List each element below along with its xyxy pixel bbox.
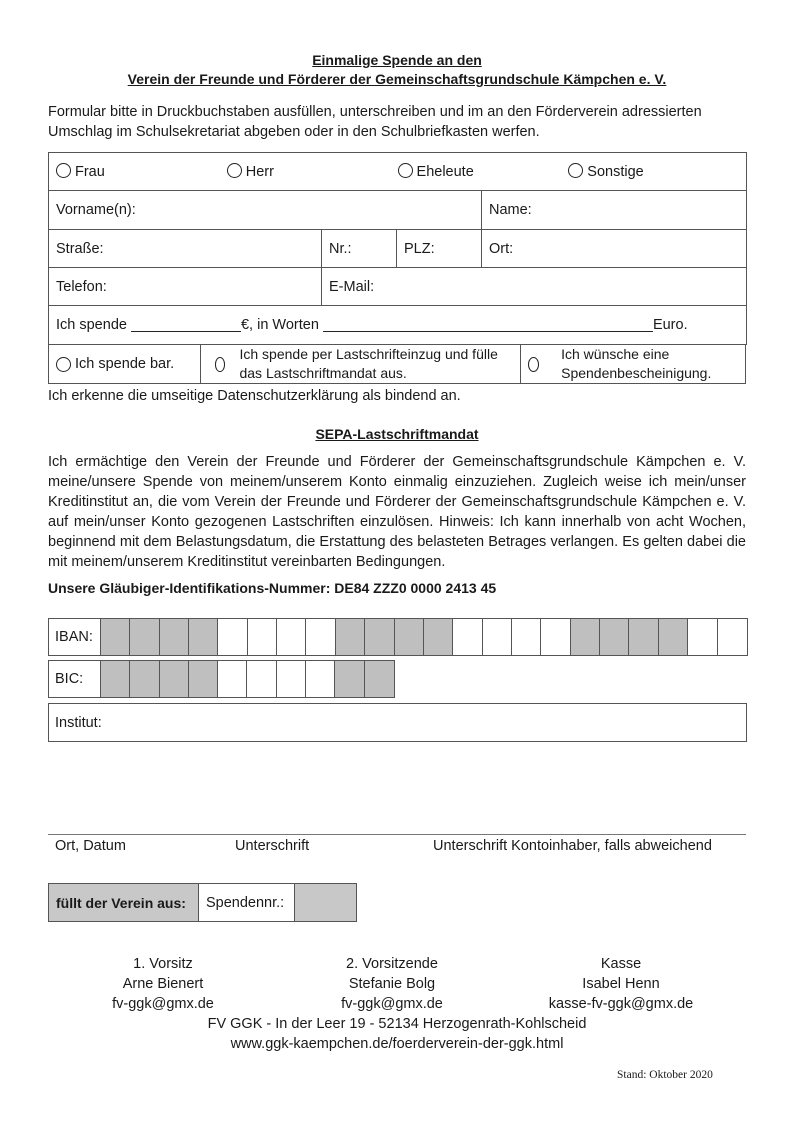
iban-label: IBAN:	[49, 619, 101, 655]
signature-line[interactable]	[48, 834, 746, 835]
salutation-herr[interactable]: Herr	[227, 163, 398, 180]
iban-cell[interactable]	[718, 619, 747, 655]
glaeubiger-id: Unsere Gläubiger-Identifikations-Nummer: DE84 ZZZ0 0000 2413 45	[48, 580, 497, 596]
title-line-2: Verein der Freunde und Förderer der Gemeinschaftsgrundschule Kämpchen e. V.	[127, 71, 667, 87]
salutation-row	[49, 153, 747, 191]
iban-cell[interactable]	[600, 619, 629, 655]
iban-cell[interactable]	[189, 619, 218, 655]
bic-cell[interactable]	[365, 661, 394, 697]
iban-cell[interactable]	[688, 619, 717, 655]
option-bescheinigung[interactable]: Ich wünsche eine Spendenbescheinigung.	[521, 345, 745, 383]
bic-cell[interactable]	[130, 661, 159, 697]
radio-icon[interactable]	[56, 357, 71, 372]
iban-cell[interactable]	[336, 619, 365, 655]
bic-cell[interactable]	[247, 661, 276, 697]
iban-cell[interactable]	[424, 619, 453, 655]
datenschutz-text: Ich erkenne die umseitige Datenschutzerklärung als bindend an.	[48, 388, 461, 404]
iban-cell[interactable]	[101, 619, 130, 655]
amount-words-input[interactable]	[323, 317, 653, 332]
email-link[interactable]: fv-ggk@gmx.de	[112, 996, 214, 1012]
bic-field[interactable]	[48, 660, 395, 698]
radio-icon[interactable]	[227, 163, 242, 178]
kontoinhaber-label: Unterschrift Kontoinhaber, falls abweichend	[433, 838, 712, 854]
iban-cell[interactable]	[453, 619, 482, 655]
iban-cell[interactable]	[512, 619, 541, 655]
iban-cell[interactable]	[218, 619, 247, 655]
email-link[interactable]: fv-ggk@gmx.de	[341, 996, 443, 1012]
bic-label: BIC:	[49, 661, 101, 697]
iban-cell[interactable]	[659, 619, 688, 655]
iban-cell[interactable]	[160, 619, 189, 655]
strasse-field[interactable]: Straße:	[49, 230, 322, 268]
salutation-sonstige[interactable]: Sonstige	[568, 163, 739, 180]
bic-cell[interactable]	[218, 661, 247, 697]
footer-website[interactable]: www.ggk-kaempchen.de/foerderverein-der-ggk.html	[230, 1036, 564, 1052]
nr-field[interactable]: Nr.:	[322, 230, 397, 268]
sepa-text: Ich ermächtige den Verein der Freunde und Förderer der Gemeinschaftsgrundschule Kämpchen e. V. meine/unsere Spende von meinem/unserem Konto einmalig einzuziehen. Zugleich weise ich mein/unser Kreditinstitut an, die vom Verein der Freunde und Förderer der Gemeinschaftsgrundschule Kämpchen e. V. auf mein/unser Konto gezogenen Lastschriften einzulösen. Hinweis: Ich kann innerhalb von acht Wochen, beginnend mit dem Belastungsdatum, die Erstattung des belasteten Betrages verlangen. Es gelten dabei die mit meinem/unserem Kreditinstitut vereinbarten Bedingungen.	[48, 454, 746, 570]
iban-cell[interactable]	[306, 619, 335, 655]
radio-icon[interactable]	[56, 163, 71, 178]
footer-address: FV GGK - In der Leer 19 - 52134 Herzogenrath-Kohlscheid	[207, 1016, 587, 1032]
sepa-title: SEPA-Lastschriftmandat	[315, 426, 479, 442]
board-member-1: 1. Vorsitz Arne Bienert fv-ggk@gmx.de	[63, 954, 263, 1014]
verein-box	[48, 883, 357, 922]
amount-input[interactable]	[131, 317, 241, 332]
intro-text: Formular bitte in Druckbuchstaben ausfüllen, unterschreiben und im an den Förderverein adressierten Umschlag im Schulsekretariat abgeben oder in den Schulbriefkasten werfen.	[48, 104, 702, 140]
iban-field[interactable]	[48, 618, 748, 656]
bic-cell[interactable]	[189, 661, 218, 697]
name-field[interactable]: Name:	[482, 191, 747, 230]
unterschrift-label: Unterschrift	[235, 838, 310, 854]
spende-row: Ich spende €, in Worten Euro.	[49, 306, 747, 345]
title-line-1: Einmalige Spende an den	[312, 52, 482, 68]
email-field[interactable]: E-Mail:	[322, 268, 747, 306]
vorname-field[interactable]: Vorname(n):	[49, 191, 482, 230]
iban-cell[interactable]	[571, 619, 600, 655]
bic-cell[interactable]	[160, 661, 189, 697]
bic-cell[interactable]	[335, 661, 364, 697]
bic-cell[interactable]	[277, 661, 306, 697]
iban-cell[interactable]	[395, 619, 424, 655]
verein-label: füllt der Verein aus:	[49, 884, 199, 921]
iban-cell[interactable]	[483, 619, 512, 655]
iban-cell[interactable]	[277, 619, 306, 655]
spendennr-field[interactable]	[295, 884, 356, 921]
email-link[interactable]: kasse-fv-ggk@gmx.de	[548, 996, 694, 1012]
iban-cell[interactable]	[541, 619, 570, 655]
donor-form	[48, 152, 747, 345]
telefon-field[interactable]: Telefon:	[49, 268, 322, 306]
board-member-2: 2. Vorsitzende Stefanie Bolg fv-ggk@gmx.de	[292, 954, 492, 1014]
options-row	[48, 344, 746, 384]
radio-icon[interactable]	[568, 163, 583, 178]
bic-cell[interactable]	[306, 661, 335, 697]
option-bar[interactable]: Ich spende bar.	[49, 345, 201, 383]
board-member-3: Kasse Isabel Henn kasse-fv-ggk@gmx.de	[521, 954, 721, 1014]
bic-cell[interactable]	[101, 661, 130, 697]
institut-field[interactable]: Institut:	[48, 703, 747, 742]
iban-cell[interactable]	[365, 619, 394, 655]
plz-field[interactable]: PLZ:	[397, 230, 482, 268]
salutation-frau[interactable]: Frau	[56, 163, 227, 180]
radio-icon[interactable]	[398, 163, 413, 178]
radio-icon[interactable]	[215, 357, 225, 372]
iban-cell[interactable]	[248, 619, 277, 655]
spendennr-label: Spendennr.:	[199, 884, 295, 921]
ort-field[interactable]: Ort:	[482, 230, 747, 268]
option-lastschrift[interactable]: Ich spende per Lastschrifteinzug und fülle das Lastschriftmandat aus.	[201, 345, 521, 383]
salutation-eheleute[interactable]: Eheleute	[398, 163, 569, 180]
ort-datum-label: Ort, Datum	[55, 838, 126, 854]
stand-date: Stand: Oktober 2020	[617, 1069, 713, 1081]
radio-icon[interactable]	[528, 357, 539, 372]
iban-cell[interactable]	[130, 619, 159, 655]
iban-cell[interactable]	[629, 619, 658, 655]
